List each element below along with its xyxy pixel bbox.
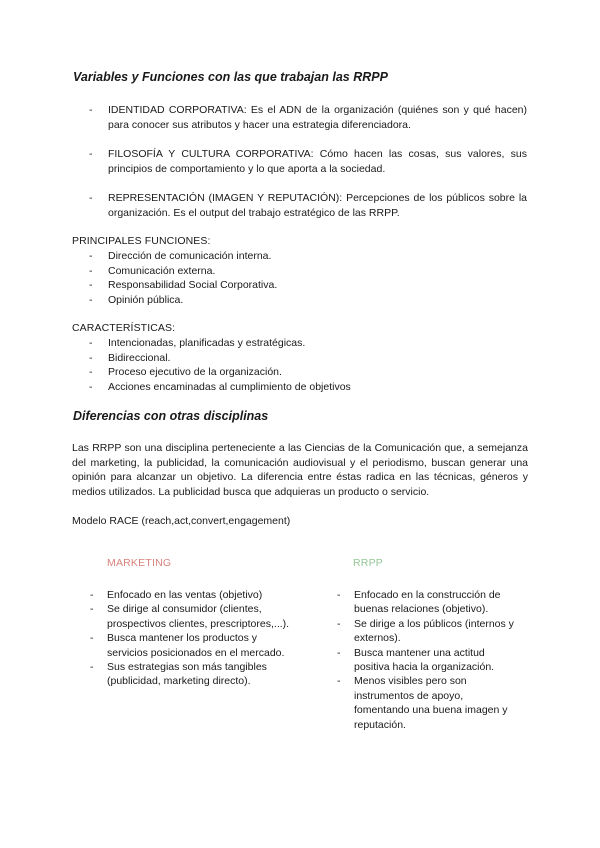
list-item: - FILOSOFÍA Y CULTURA CORPORATIVA: Cómo hacen las cosas, sus valores, sus principios de comportamiento y lo que aporta a la sociedad. bbox=[89, 147, 527, 176]
list-item: - Busca mantener una actitud positiva hacia la organización. bbox=[337, 646, 517, 675]
list-item: - Responsabilidad Social Corporativa. bbox=[89, 278, 509, 293]
list-item: - Sus estrategias son más tangibles (publicidad, marketing directo). bbox=[90, 660, 290, 689]
list-item: - Se dirige al consumidor (clientes, prospectivos clientes, prescriptores,...). bbox=[90, 602, 290, 631]
section-title-variables: Variables y Funciones con las que trabajan las RRPP bbox=[73, 70, 388, 84]
list-item: - Enfocado en la construcción de buenas relaciones (objetivo). bbox=[337, 588, 517, 617]
rrpp-column-title: RRPP bbox=[353, 557, 383, 569]
list-item: - Se dirige a los públicos (internos y externos). bbox=[337, 617, 517, 646]
body-paragraph: Las RRPP son una disciplina perteneciente a las Ciencias de la Comunicación que, a semejanza del marketing, la publicidad, la comunicación audiovisual y el periodismo, buscan generar una opinión para alcanzar un objetivo. La diferencia entre éstas radica en las técnicas, géneros y medios utilizados. La publicidad busca que adquieras un producto o servicio. bbox=[72, 442, 528, 499]
characteristics-label: CARACTERÍSTICAS: bbox=[72, 322, 176, 334]
list-item: - IDENTIDAD CORPORATIVA: Es el ADN de la organización (quiénes son y qué hacen) para conocer sus atributos y hacer una estrategia diferenciadora. bbox=[89, 103, 527, 132]
list-item: - Opinión pública. bbox=[89, 293, 509, 308]
race-model-text: Modelo RACE (reach,act,convert,engagement) bbox=[72, 515, 291, 527]
list-item: - Dirección de comunicación interna. bbox=[89, 249, 509, 264]
list-item: - Enfocado en las ventas (objetivo) bbox=[90, 588, 290, 602]
marketing-list bbox=[90, 588, 290, 689]
variables-list bbox=[89, 103, 527, 220]
list-item: - Proceso ejecutivo de la organización. bbox=[89, 365, 509, 380]
list-item: - Busca mantener los productos y servicios posicionados en el mercado. bbox=[90, 631, 290, 660]
list-item: - REPRESENTACIÓN (IMAGEN Y REPUTACIÓN): Percepciones de los públicos sobre la organización. Es el output del trabajo estratégico de las RRPP. bbox=[89, 191, 527, 220]
list-item: - Menos visibles pero son instrumentos de apoyo, fomentando una buena imagen y reputación. bbox=[337, 674, 517, 732]
list-item: - Acciones encaminadas al cumplimiento de objetivos bbox=[89, 380, 509, 395]
functions-label: PRINCIPALES FUNCIONES: bbox=[72, 235, 211, 247]
functions-list bbox=[89, 249, 509, 307]
rrpp-list bbox=[337, 588, 517, 732]
list-item: - Bidireccional. bbox=[89, 351, 509, 366]
marketing-column-title: MARKETING bbox=[107, 557, 172, 569]
list-item: - Comunicación externa. bbox=[89, 264, 509, 279]
list-item: - Intencionadas, planificadas y estratégicas. bbox=[89, 336, 509, 351]
characteristics-list bbox=[89, 336, 509, 394]
section-title-diferencias: Diferencias con otras disciplinas bbox=[73, 409, 269, 423]
